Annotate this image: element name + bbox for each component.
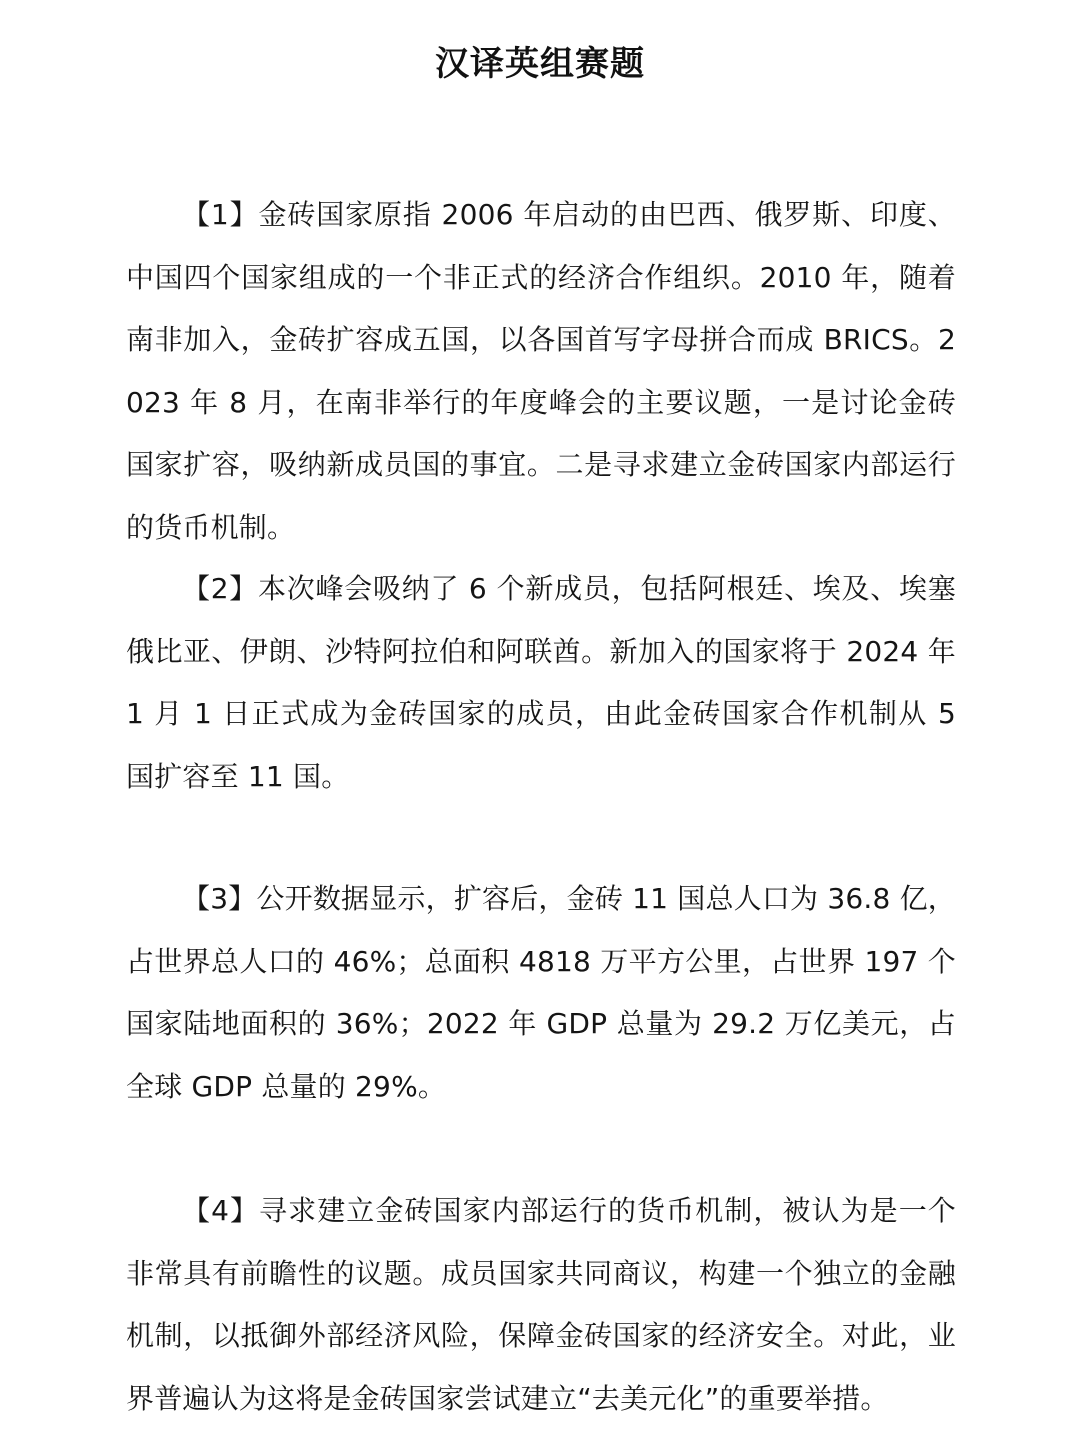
paragraph-4: 【4】寻求建立金砖国家内部运行的货币机制，被认为是一个非常具有前瞻性的议题。成员国家共同商议，构建一个独立的金融机制，以抵御外部经济风险，保障金砖国家的经济安全。对此，业界普遍认为这将是金砖国家尝试建立“去美元化”的重要举措。 xyxy=(126,1194,956,1415)
paragraph-1: 【1】金砖国家原指 2006 年启动的由巴西、俄罗斯、印度、中国四个国家组成的一个非正式的经济合作组织。2010 年，随着南非加入，金砖扩容成五国，以各国首写字母拼合而成 BRICS。2023 年 8 月，在南非举行的年度峰会的主要议题，一是讨论金砖国家扩容，吸纳新成员国的事宜。二是寻求建立金砖国家内部运行的货币机制。 xyxy=(126,198,956,544)
paragraph-2: 【2】本次峰会吸纳了 6 个新成员，包括阿根廷、埃及、埃塞俄比亚、伊朗、沙特阿拉伯和阿联酋。新加入的国家将于 2024 年 1 月 1 日正式成为金砖国家的成员，由此金砖国家合作机制从 5 国扩容至 11 国。 xyxy=(126,572,956,793)
paragraph-3: 【3】公开数据显示，扩容后，金砖 11 国总人口为 36.8 亿，占世界总人口的 46%；总面积 4818 万平方公里，占世界 197 个国家陆地面积的 36%；2022 年 GDP 总量为 29.2 万亿美元，占全球 GDP 总量的 29%。 xyxy=(126,882,956,1103)
document-title: 汉译英组赛题 xyxy=(435,44,645,84)
